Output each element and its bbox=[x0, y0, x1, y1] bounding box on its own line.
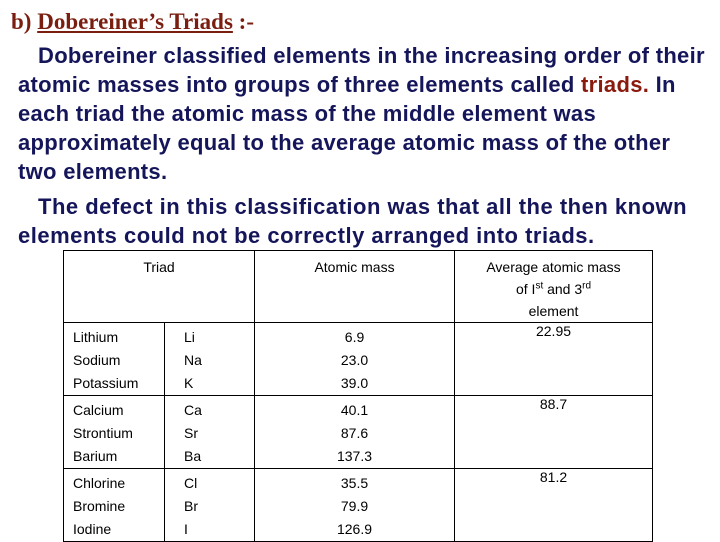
element-name: Strontium bbox=[73, 425, 133, 441]
header-average-sup2: rd bbox=[582, 280, 592, 292]
element-name: Sodium bbox=[73, 352, 121, 368]
element-name: Lithium bbox=[73, 329, 119, 345]
table-row bbox=[64, 469, 653, 542]
element-names bbox=[64, 323, 165, 396]
element-symbol: K bbox=[184, 375, 194, 391]
atomic-mass: 39.0 bbox=[340, 375, 369, 391]
header-average-of: of I bbox=[515, 281, 536, 297]
table-header-row bbox=[64, 251, 653, 323]
table-row bbox=[64, 323, 653, 396]
triads-highlight: triads. bbox=[581, 72, 650, 97]
definition-text-rest: In each triad the atomic mass of the middle element was approximately equal to the average atomic mass of the other two elements. bbox=[18, 72, 676, 184]
element-symbol: Sr bbox=[184, 425, 198, 441]
atomic-mass: 137.3 bbox=[336, 448, 373, 464]
header-average-line3: element bbox=[528, 303, 579, 319]
defect-text: The defect in this classification was that all the then known elements could not be correctly arranged into triads. bbox=[18, 194, 688, 248]
average-mass: 88.7 bbox=[455, 396, 653, 469]
element-symbol: Ca bbox=[184, 402, 202, 418]
element-symbols bbox=[165, 469, 255, 542]
element-symbol: Ba bbox=[184, 448, 202, 464]
atomic-mass: 87.6 bbox=[340, 425, 369, 441]
element-name: Potassium bbox=[73, 375, 139, 391]
atomic-masses bbox=[255, 323, 455, 396]
element-symbol: Na bbox=[184, 352, 202, 368]
element-names bbox=[64, 469, 165, 542]
heading-suffix: :- bbox=[232, 9, 254, 34]
element-name: Iodine bbox=[73, 521, 112, 537]
element-symbol: Br bbox=[184, 498, 198, 514]
header-average bbox=[455, 251, 653, 323]
table-row bbox=[64, 396, 653, 469]
element-name: Chlorine bbox=[73, 475, 126, 491]
header-average-line1: Average atomic mass bbox=[486, 259, 621, 275]
average-mass: 22.95 bbox=[455, 323, 653, 396]
atomic-mass: 6.9 bbox=[344, 329, 365, 345]
element-name: Bromine bbox=[73, 498, 126, 514]
element-symbol: I bbox=[184, 521, 188, 537]
element-symbol: Li bbox=[184, 329, 195, 345]
average-mass: 81.2 bbox=[455, 469, 653, 542]
element-symbol: Cl bbox=[184, 475, 198, 491]
triads-table bbox=[63, 250, 653, 542]
atomic-mass: 126.9 bbox=[336, 521, 373, 537]
atomic-mass: 79.9 bbox=[340, 498, 369, 514]
element-name: Barium bbox=[73, 448, 118, 464]
element-names bbox=[64, 396, 165, 469]
header-atomic-mass: Atomic mass bbox=[255, 251, 455, 323]
atomic-masses bbox=[255, 469, 455, 542]
atomic-masses bbox=[255, 396, 455, 469]
header-average-and: and 3 bbox=[543, 281, 583, 297]
atomic-mass: 35.5 bbox=[340, 475, 369, 491]
header-triad: Triad bbox=[64, 251, 255, 323]
heading-prefix: b) bbox=[11, 9, 38, 34]
header-average-sup1: st bbox=[535, 280, 544, 292]
heading-title: Dobereiner’s Triads bbox=[37, 9, 233, 34]
element-name: Calcium bbox=[73, 402, 124, 418]
element-symbols bbox=[165, 396, 255, 469]
defect-paragraph bbox=[18, 192, 708, 250]
definition-text: Dobereiner classified elements in the increasing order of their atomic masses into groups of three elements called bbox=[18, 43, 705, 97]
definition-paragraph bbox=[18, 41, 708, 186]
atomic-mass: 40.1 bbox=[340, 402, 369, 418]
element-symbols bbox=[165, 323, 255, 396]
slide-heading bbox=[11, 4, 254, 40]
atomic-mass: 23.0 bbox=[340, 352, 369, 368]
